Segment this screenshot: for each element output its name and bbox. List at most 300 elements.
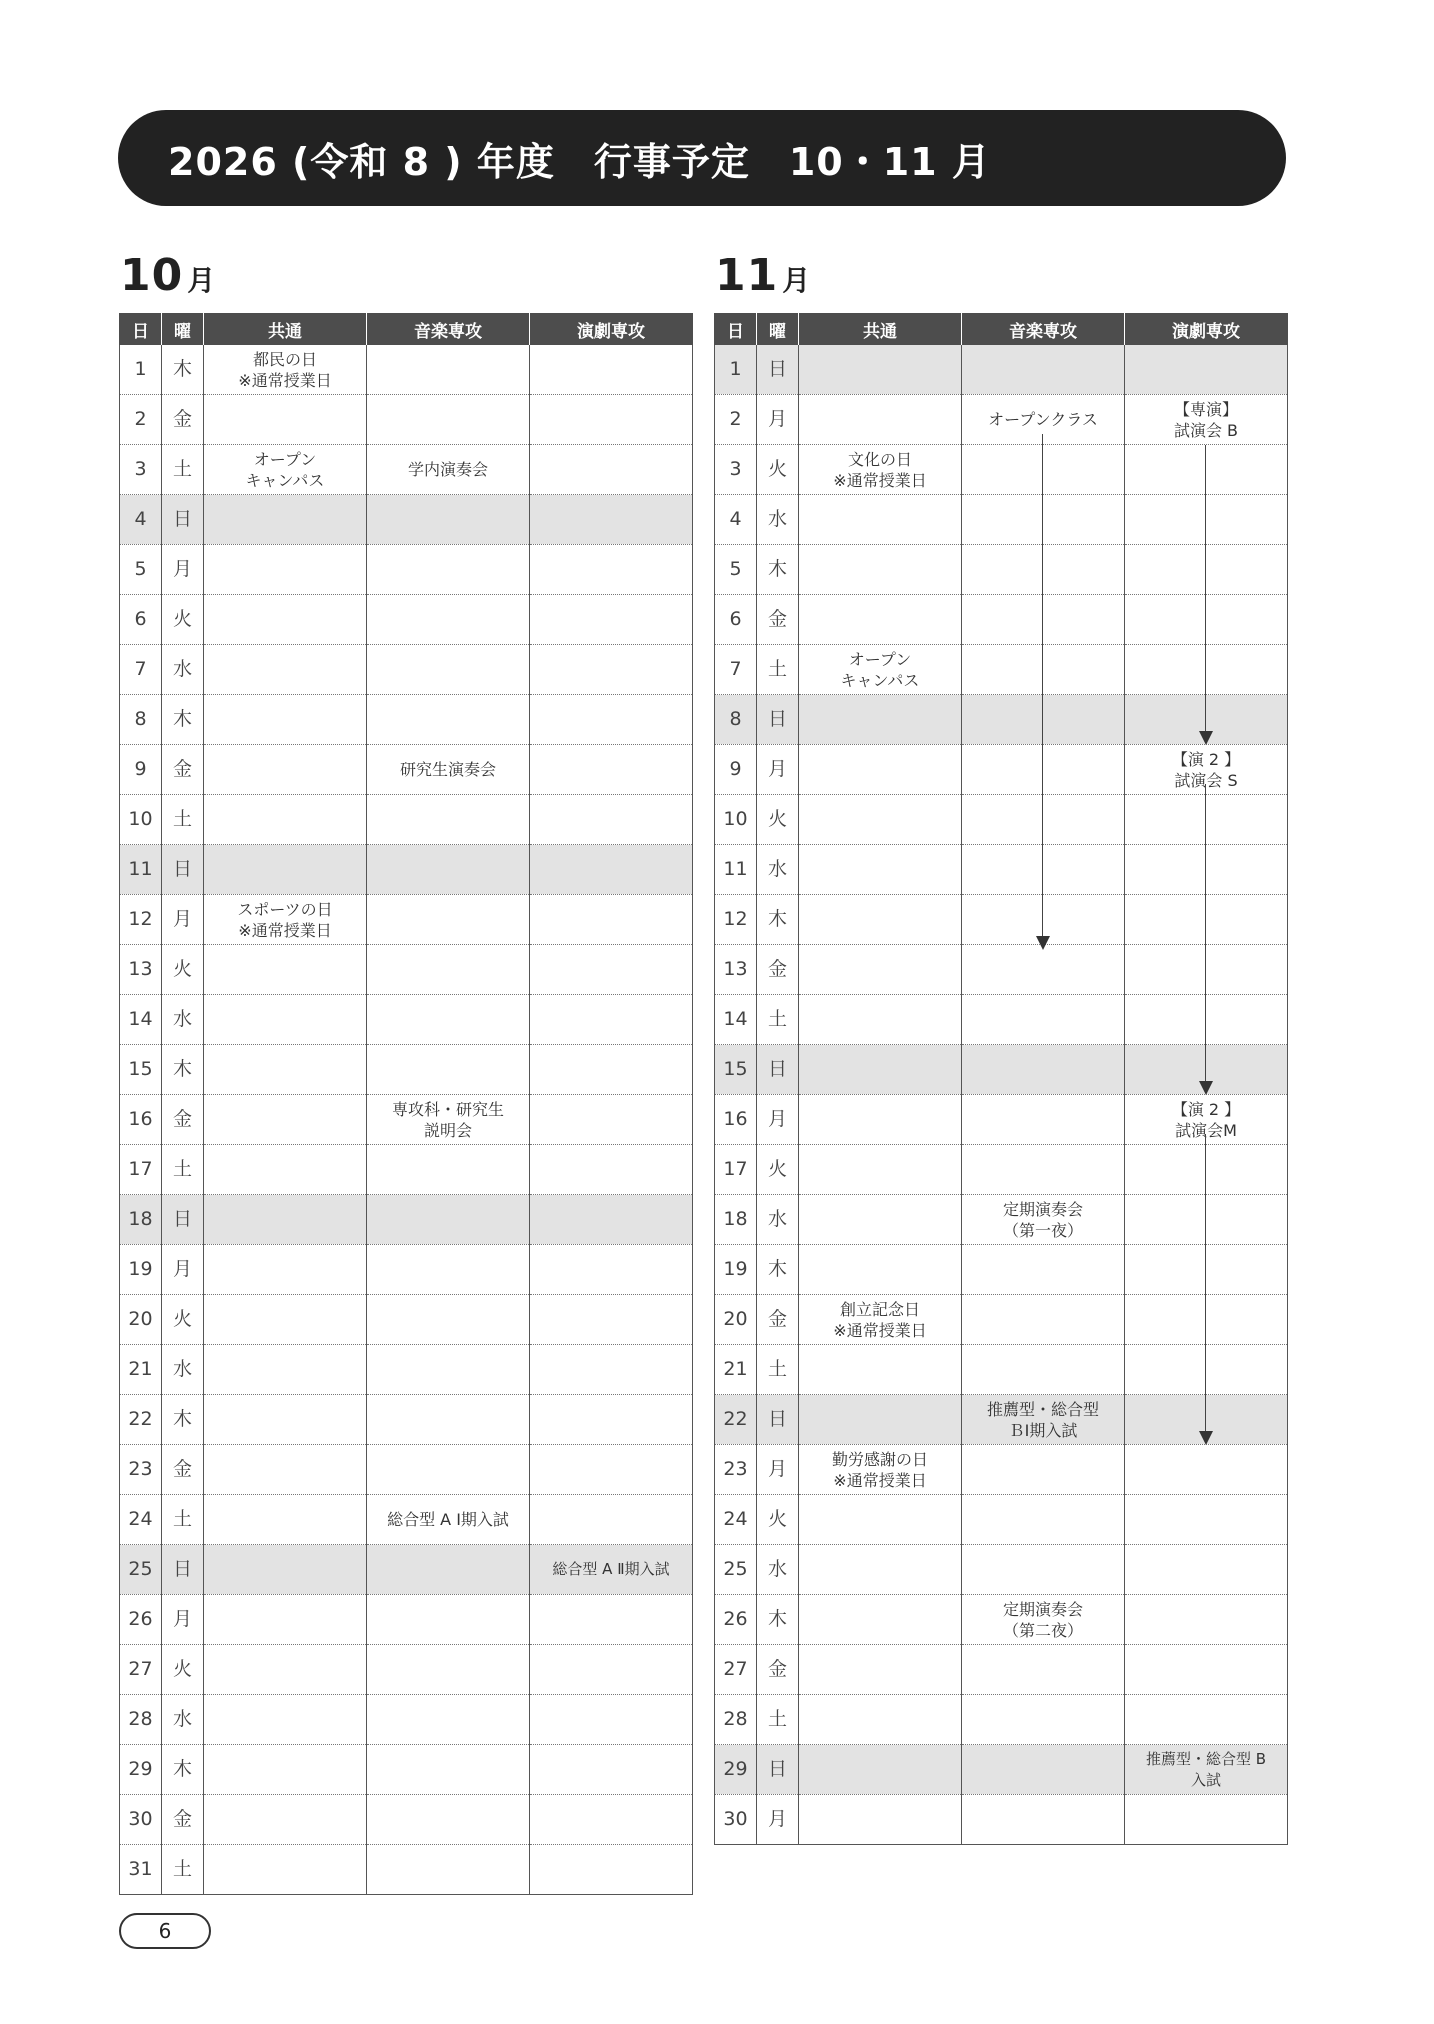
common-event-cell	[799, 545, 962, 595]
day-number-cell: 1	[715, 345, 757, 395]
drama-event-cell	[530, 1395, 693, 1445]
weekday-cell: 月	[162, 895, 204, 945]
november-table	[714, 313, 1288, 1845]
weekday-cell: 土	[162, 1845, 204, 1895]
table-row	[120, 595, 693, 645]
day-number-cell: 26	[715, 1595, 757, 1645]
drama-event-cell	[530, 495, 693, 545]
day-number-cell: 16	[120, 1095, 162, 1145]
day-number-cell: 30	[120, 1795, 162, 1845]
common-event-cell: オープン キャンパス	[204, 445, 367, 495]
music-event-cell	[367, 1845, 530, 1895]
drama-event-cell	[530, 1295, 693, 1345]
drama-event-cell	[530, 1595, 693, 1645]
common-event-cell	[799, 1595, 962, 1645]
day-number-cell: 10	[715, 795, 757, 845]
drama-event-cell	[530, 1145, 693, 1195]
common-event-cell: 都民の日 ※通常授業日	[204, 345, 367, 395]
common-event-cell	[799, 345, 962, 395]
day-number-cell: 2	[715, 395, 757, 445]
drama-event-cell	[530, 345, 693, 395]
common-event-cell	[799, 1645, 962, 1695]
table-row	[120, 445, 693, 495]
drama-trial-m-arrow-head-icon	[1199, 1431, 1213, 1445]
weekday-cell: 木	[162, 345, 204, 395]
day-number-cell: 2	[120, 395, 162, 445]
drama-trial-b-arrow-line	[1205, 445, 1206, 733]
weekday-cell: 水	[162, 995, 204, 1045]
weekday-cell: 土	[162, 795, 204, 845]
common-event-cell	[204, 745, 367, 795]
common-event-cell	[204, 395, 367, 445]
weekday-cell: 火	[757, 445, 799, 495]
table-row	[715, 1795, 1288, 1845]
drama-event-cell: 【演 2 】 試演会 S	[1125, 745, 1288, 795]
weekday-cell: 月	[162, 545, 204, 595]
weekday-cell: 火	[162, 1295, 204, 1345]
drama-event-cell	[1125, 1695, 1288, 1745]
weekday-cell: 金	[162, 1445, 204, 1495]
day-number-cell: 17	[715, 1145, 757, 1195]
drama-event-cell	[530, 1095, 693, 1145]
music-event-cell: 学内演奏会	[367, 445, 530, 495]
common-event-cell	[204, 1745, 367, 1795]
common-event-cell: オープン キャンパス	[799, 645, 962, 695]
day-number-cell: 18	[715, 1195, 757, 1245]
weekday-cell: 火	[757, 795, 799, 845]
weekday-cell: 木	[162, 1045, 204, 1095]
drama-event-cell	[1125, 1495, 1288, 1545]
column-header-common-event: 共通	[799, 313, 962, 345]
music-event-cell	[367, 1645, 530, 1695]
table-row	[715, 345, 1288, 395]
drama-event-cell	[530, 1445, 693, 1495]
day-number-cell: 26	[120, 1595, 162, 1645]
table-row	[715, 1345, 1288, 1395]
weekday-cell: 金	[757, 1295, 799, 1345]
day-number-cell: 20	[120, 1295, 162, 1345]
table-row	[715, 1295, 1288, 1345]
common-event-cell	[799, 1495, 962, 1545]
drama-event-cell	[530, 445, 693, 495]
weekday-cell: 月	[757, 395, 799, 445]
common-event-cell	[204, 1445, 367, 1495]
drama-trial-b-arrow-head-icon	[1199, 731, 1213, 745]
common-event-cell	[204, 995, 367, 1045]
music-event-cell: 推薦型・総合型 ＢⅠ期入試	[962, 1395, 1125, 1445]
drama-event-cell	[1125, 1795, 1288, 1845]
music-event-cell	[367, 1595, 530, 1645]
music-event-cell: 総合型 A Ⅰ期入試	[367, 1495, 530, 1545]
table-row	[120, 945, 693, 995]
common-event-cell	[204, 645, 367, 695]
music-event-cell	[962, 1695, 1125, 1745]
music-event-cell	[962, 1295, 1125, 1345]
music-open-class-arrow-line	[1042, 434, 1043, 938]
music-event-cell	[367, 495, 530, 545]
table-row	[715, 1145, 1288, 1195]
column-header-weekday: 曜	[162, 313, 204, 345]
common-event-cell	[204, 1645, 367, 1695]
table-row	[715, 645, 1288, 695]
music-event-cell	[367, 1795, 530, 1845]
common-event-cell	[204, 1795, 367, 1845]
weekday-cell: 金	[757, 1645, 799, 1695]
weekday-cell: 日	[162, 845, 204, 895]
day-number-cell: 23	[120, 1445, 162, 1495]
day-number-cell: 15	[120, 1045, 162, 1095]
day-number-cell: 21	[120, 1345, 162, 1395]
day-number-cell: 5	[120, 545, 162, 595]
music-event-cell	[962, 995, 1125, 1045]
drama-event-cell	[530, 995, 693, 1045]
drama-event-cell	[1125, 345, 1288, 395]
music-event-cell	[962, 1645, 1125, 1695]
table-row	[120, 1495, 693, 1545]
drama-event-cell	[530, 595, 693, 645]
table-row	[120, 895, 693, 945]
weekday-cell: 土	[757, 645, 799, 695]
common-event-cell: スポーツの日 ※通常授業日	[204, 895, 367, 945]
common-event-cell	[204, 945, 367, 995]
page-title: 2026 (令和 8 ) 年度 行事予定 10・11 月	[118, 110, 1286, 206]
music-event-cell	[367, 1195, 530, 1245]
common-event-cell	[799, 745, 962, 795]
day-number-cell: 7	[120, 645, 162, 695]
table-row	[120, 1545, 693, 1595]
weekday-cell: 月	[757, 1445, 799, 1495]
column-header-drama-event: 演劇専攻	[1125, 313, 1288, 345]
day-number-cell: 19	[715, 1245, 757, 1295]
common-event-cell	[799, 895, 962, 945]
weekday-cell: 日	[757, 1045, 799, 1095]
drama-event-cell	[530, 945, 693, 995]
drama-trial-m-arrow-line	[1205, 1134, 1206, 1433]
day-number-cell: 28	[120, 1695, 162, 1745]
common-event-cell: 文化の日 ※通常授業日	[799, 445, 962, 495]
weekday-cell: 日	[757, 1745, 799, 1795]
music-event-cell	[367, 795, 530, 845]
common-event-cell	[204, 1695, 367, 1745]
table-row	[715, 495, 1288, 545]
weekday-cell: 金	[757, 595, 799, 645]
table-row	[120, 1095, 693, 1145]
weekday-cell: 木	[757, 895, 799, 945]
day-number-cell: 17	[120, 1145, 162, 1195]
day-number-cell: 20	[715, 1295, 757, 1345]
table-row	[715, 445, 1288, 495]
weekday-cell: 日	[757, 695, 799, 745]
table-row	[120, 1795, 693, 1845]
table-row	[120, 745, 693, 795]
october-header-row	[120, 313, 693, 345]
weekday-cell: 日	[757, 345, 799, 395]
weekday-cell: 土	[757, 995, 799, 1045]
weekday-cell: 月	[757, 1795, 799, 1845]
weekday-cell: 水	[757, 1545, 799, 1595]
table-row	[120, 1445, 693, 1495]
music-event-cell: 定期演奏会 （第二夜）	[962, 1595, 1125, 1645]
day-number-cell: 9	[715, 745, 757, 795]
music-event-cell: 定期演奏会 （第一夜）	[962, 1195, 1125, 1245]
day-number-cell: 3	[715, 445, 757, 495]
drama-event-cell	[530, 645, 693, 695]
november-header-row	[715, 313, 1288, 345]
common-event-cell	[799, 845, 962, 895]
day-number-cell: 12	[715, 895, 757, 945]
weekday-cell: 月	[757, 1095, 799, 1145]
common-event-cell	[204, 695, 367, 745]
october-month-unit: 月	[187, 264, 216, 297]
day-number-cell: 10	[120, 795, 162, 845]
day-number-cell: 29	[715, 1745, 757, 1795]
day-number-cell: 8	[715, 695, 757, 745]
common-event-cell	[799, 595, 962, 645]
table-row	[715, 895, 1288, 945]
table-row	[120, 695, 693, 745]
table-row	[120, 1645, 693, 1695]
music-event-cell	[367, 1045, 530, 1095]
common-event-cell	[799, 395, 962, 445]
drama-event-cell	[530, 1845, 693, 1895]
weekday-cell: 水	[757, 845, 799, 895]
november-calendar	[714, 313, 1288, 1845]
common-event-cell	[799, 495, 962, 545]
october-heading	[120, 250, 215, 310]
table-row	[120, 1145, 693, 1195]
table-row	[715, 595, 1288, 645]
table-row	[120, 1745, 693, 1795]
music-event-cell	[962, 1345, 1125, 1395]
common-event-cell	[204, 1345, 367, 1395]
day-number-cell: 22	[120, 1395, 162, 1445]
music-event-cell	[367, 545, 530, 595]
common-event-cell	[204, 845, 367, 895]
weekday-cell: 木	[162, 695, 204, 745]
table-row	[715, 795, 1288, 845]
table-row	[120, 995, 693, 1045]
music-event-cell	[367, 1545, 530, 1595]
table-row	[120, 845, 693, 895]
october-table	[119, 313, 693, 1895]
november-month-unit: 月	[782, 264, 811, 297]
weekday-cell: 金	[162, 395, 204, 445]
drama-event-cell: 推薦型・総合型 B 入試	[1125, 1745, 1288, 1795]
november-month-number: 11	[715, 250, 779, 301]
music-event-cell	[367, 1445, 530, 1495]
weekday-cell: 火	[757, 1495, 799, 1545]
november-heading	[715, 250, 810, 310]
music-event-cell: 専攻科・研究生 説明会	[367, 1095, 530, 1145]
table-row	[120, 1845, 693, 1895]
common-event-cell	[799, 995, 962, 1045]
music-event-cell: 研究生演奏会	[367, 745, 530, 795]
day-number-cell: 4	[715, 495, 757, 545]
common-event-cell	[799, 695, 962, 745]
common-event-cell	[799, 1345, 962, 1395]
weekday-cell: 月	[162, 1595, 204, 1645]
weekday-cell: 日	[162, 1545, 204, 1595]
music-event-cell	[367, 1345, 530, 1395]
drama-event-cell	[530, 1245, 693, 1295]
common-event-cell	[204, 1845, 367, 1895]
table-row	[715, 1595, 1288, 1645]
weekday-cell: 火	[162, 1645, 204, 1695]
day-number-cell: 13	[120, 945, 162, 995]
weekday-cell: 土	[757, 1345, 799, 1395]
page-number: 6	[119, 1913, 211, 1949]
drama-event-cell	[530, 895, 693, 945]
day-number-cell: 14	[715, 995, 757, 1045]
drama-trial-s-arrow-head-icon	[1199, 1081, 1213, 1095]
table-row	[120, 1595, 693, 1645]
column-header-music-event: 音楽専攻	[962, 313, 1125, 345]
day-number-cell: 25	[715, 1545, 757, 1595]
weekday-cell: 日	[162, 495, 204, 545]
common-event-cell	[204, 1095, 367, 1145]
music-event-cell	[962, 345, 1125, 395]
weekday-cell: 金	[757, 945, 799, 995]
table-row	[120, 645, 693, 695]
music-event-cell	[962, 1545, 1125, 1595]
table-row	[715, 1095, 1288, 1145]
table-row	[715, 1745, 1288, 1795]
music-event-cell	[367, 345, 530, 395]
drama-event-cell: 【演 2 】 試演会M	[1125, 1095, 1288, 1145]
table-row	[715, 1495, 1288, 1545]
drama-event-cell	[530, 1345, 693, 1395]
day-number-cell: 14	[120, 995, 162, 1045]
weekday-cell: 月	[757, 745, 799, 795]
weekday-cell: 木	[162, 1745, 204, 1795]
drama-event-cell	[530, 395, 693, 445]
october-month-number: 10	[120, 250, 184, 301]
day-number-cell: 11	[715, 845, 757, 895]
table-row	[120, 1395, 693, 1445]
music-event-cell	[367, 1695, 530, 1745]
day-number-cell: 27	[120, 1645, 162, 1695]
music-event-cell	[367, 1245, 530, 1295]
drama-event-cell	[530, 545, 693, 595]
day-number-cell: 3	[120, 445, 162, 495]
weekday-cell: 水	[162, 1695, 204, 1745]
drama-event-cell	[1125, 1645, 1288, 1695]
common-event-cell	[799, 1745, 962, 1795]
music-event-cell	[367, 1145, 530, 1195]
weekday-cell: 火	[162, 945, 204, 995]
table-row	[715, 845, 1288, 895]
day-number-cell: 15	[715, 1045, 757, 1095]
weekday-cell: 火	[757, 1145, 799, 1195]
common-event-cell	[204, 1595, 367, 1645]
day-number-cell: 12	[120, 895, 162, 945]
common-event-cell	[799, 1695, 962, 1745]
common-event-cell	[799, 1045, 962, 1095]
drama-event-cell	[530, 1695, 693, 1745]
table-row	[120, 1695, 693, 1745]
day-number-cell: 9	[120, 745, 162, 795]
weekday-cell: 木	[757, 545, 799, 595]
weekday-cell: 水	[162, 645, 204, 695]
common-event-cell	[799, 1395, 962, 1445]
common-event-cell	[799, 1545, 962, 1595]
music-event-cell	[367, 945, 530, 995]
table-row	[715, 1195, 1288, 1245]
drama-event-cell	[530, 695, 693, 745]
table-row	[715, 1545, 1288, 1595]
table-row	[120, 1345, 693, 1395]
weekday-cell: 水	[757, 1195, 799, 1245]
table-row	[120, 395, 693, 445]
drama-event-cell	[530, 1045, 693, 1095]
drama-event-cell	[530, 1645, 693, 1695]
drama-event-cell	[530, 1795, 693, 1845]
day-number-cell: 8	[120, 695, 162, 745]
music-event-cell	[367, 695, 530, 745]
table-row	[715, 545, 1288, 595]
music-event-cell	[962, 1045, 1125, 1095]
drama-event-cell	[530, 1195, 693, 1245]
day-number-cell: 27	[715, 1645, 757, 1695]
weekday-cell: 日	[162, 1195, 204, 1245]
weekday-cell: 土	[162, 445, 204, 495]
weekday-cell: 土	[162, 1145, 204, 1195]
day-number-cell: 22	[715, 1395, 757, 1445]
weekday-cell: 土	[757, 1695, 799, 1745]
weekday-cell: 火	[162, 595, 204, 645]
drama-event-cell	[530, 745, 693, 795]
common-event-cell	[799, 1245, 962, 1295]
table-row	[120, 1295, 693, 1345]
day-number-cell: 24	[715, 1495, 757, 1545]
common-event-cell	[204, 1545, 367, 1595]
weekday-cell: 金	[162, 1095, 204, 1145]
common-event-cell	[799, 795, 962, 845]
common-event-cell	[799, 1195, 962, 1245]
music-event-cell	[367, 995, 530, 1045]
weekday-cell: 水	[162, 1345, 204, 1395]
drama-event-cell	[530, 1745, 693, 1795]
column-header-drama-event: 演劇専攻	[530, 313, 693, 345]
table-row	[715, 745, 1288, 795]
common-event-cell	[204, 1145, 367, 1195]
table-row	[715, 995, 1288, 1045]
common-event-cell	[204, 1395, 367, 1445]
day-number-cell: 18	[120, 1195, 162, 1245]
music-event-cell	[367, 1295, 530, 1345]
common-event-cell	[204, 1245, 367, 1295]
column-header-day-number: 日	[120, 313, 162, 345]
drama-event-cell	[1125, 1445, 1288, 1495]
table-row	[120, 345, 693, 395]
day-number-cell: 23	[715, 1445, 757, 1495]
day-number-cell: 31	[120, 1845, 162, 1895]
day-number-cell: 19	[120, 1245, 162, 1295]
weekday-cell: 木	[757, 1595, 799, 1645]
day-number-cell: 24	[120, 1495, 162, 1545]
day-number-cell: 21	[715, 1345, 757, 1395]
day-number-cell: 1	[120, 345, 162, 395]
music-event-cell	[367, 395, 530, 445]
weekday-cell: 木	[757, 1245, 799, 1295]
common-event-cell	[204, 495, 367, 545]
drama-event-cell	[1125, 1545, 1288, 1595]
day-number-cell: 28	[715, 1695, 757, 1745]
common-event-cell: 創立記念日 ※通常授業日	[799, 1295, 962, 1345]
common-event-cell	[204, 795, 367, 845]
weekday-cell: 土	[162, 1495, 204, 1545]
drama-event-cell	[530, 795, 693, 845]
